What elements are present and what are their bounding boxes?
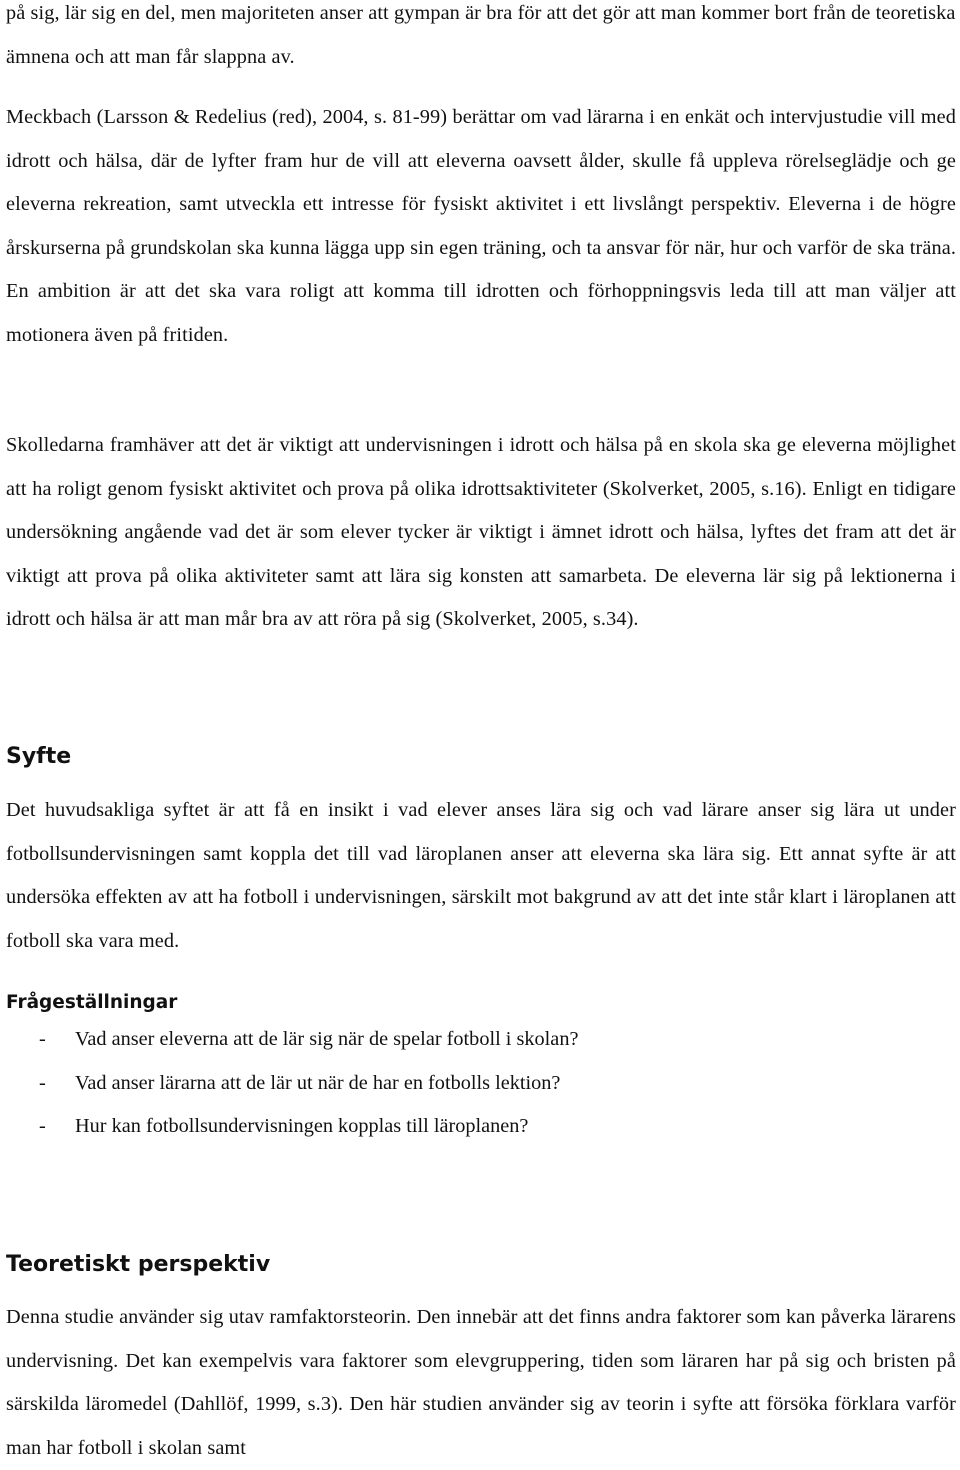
heading-fragestallningar: Frågeställningar [6,992,178,1013]
list-item [6,1062,956,1106]
heading-syfte: Syfte [6,744,72,769]
sentence: Ett annat syfte är att undersöka effekten av att ha fotboll i undervisningen, särskilt mot bakgrund av att det inte står klart i läroplanen att fotboll ska vara med. [6,842,957,952]
sentence: Den här studien använder sig av teorin i syfte att försöka förklara varför man har fotboll i skolan samt [6,1393,956,1459]
sentence: Den innebär att det finns andra faktorer som kan påverka lärarens undervisning. [6,1306,957,1372]
sentence: Skolledarna framhäver att det är viktigt att undervisningen i idrott och hälsa på en skola ska ge eleverna möjlighet att ha roligt genom fysiskt aktivitet och prova på olika idrottsaktiviteter (Skolverket, 2005, s.16). [6,434,956,500]
sentence: De eleverna lär sig på lektionerna i idrott och hälsa är att man mår bra av att röra på sig (Skolverket, 2005, s.34). [6,564,956,631]
question-text: Hur kan fotbollsundervisningen kopplas till läroplanen? [75,1115,529,1138]
paragraph-skolledarna [6,424,956,642]
sentence: Det kan exempelvis vara faktorer som elevgruppering, tiden som läraren har på sig och bristen på särskilda läromedel (Dahllöf, 1999, s.3). [6,1349,956,1416]
heading-teoretiskt-perspektiv: Teoretiskt perspektiv [6,1252,271,1277]
sentence: Meckbach (Larsson & Redelius (red), 2004, s. 81-99) berättar om vad lärarna i en enkät och intervjustudie vill med idrott och hälsa, där de lyfter fram hur de vill att eleverna oavsett ålder, skulle få uppleva rörelseglädje och ge eleverna rekreation, samt utveckla ett intresse för fysiskt aktivitet i ett livslångt perspektiv. [6,106,956,216]
sentence: En ambition är att det ska vara roligt att komma till idrotten och förhoppningsvis leda till att man väljer att motionera även på fritiden. [6,280,956,346]
sentence: Denna studie använder sig utav ramfaktorsteorin. [6,1306,412,1328]
list-item [6,1018,956,1062]
sentence: på sig, lär sig en del, men majoriteten anser att gympan är bra för att det gör att man kommer bort från de teoretiska ämnena och att man får slappna av. [6,2,956,68]
sentence: Eleverna i de högre årskurserna på grundskolan ska kunna lägga upp sin egen träning, och ta ansvar för när, hur och varför de ska träna. [6,193,956,259]
sentence: Enligt en tidigare undersökning angående vad det är som elever tycker är viktigt i ämnet idrott och hälsa, lyftes det fram att det är viktigt att prova på olika aktiviteter samt att lära sig konsten att samarbeta. [6,477,956,587]
list-dash: - [39,1028,46,1050]
list-dash: - [39,1071,46,1094]
paragraph-gympan [6,0,956,79]
sentence: Det huvudsakliga syftet är att få en insikt i vad elever anses lära sig och vad lärare anser sig lära ut under fotbollsundervisningen samt koppla det till vad läroplanen anser att eleverna ska lära sig. [6,799,956,865]
paragraph-meckbach [6,96,956,358]
list-item [6,1105,956,1149]
list-dash: - [39,1115,46,1138]
paragraph-teoretiskt [6,1296,956,1470]
question-text: Vad anser eleverna att de lär sig när de spelar fotboll i skolan? [75,1028,579,1050]
question-text: Vad anser lärarna att de lär ut när de har en fotbolls lektion? [75,1071,561,1094]
paragraph-syfte [6,789,956,963]
question-list [6,1018,956,1149]
